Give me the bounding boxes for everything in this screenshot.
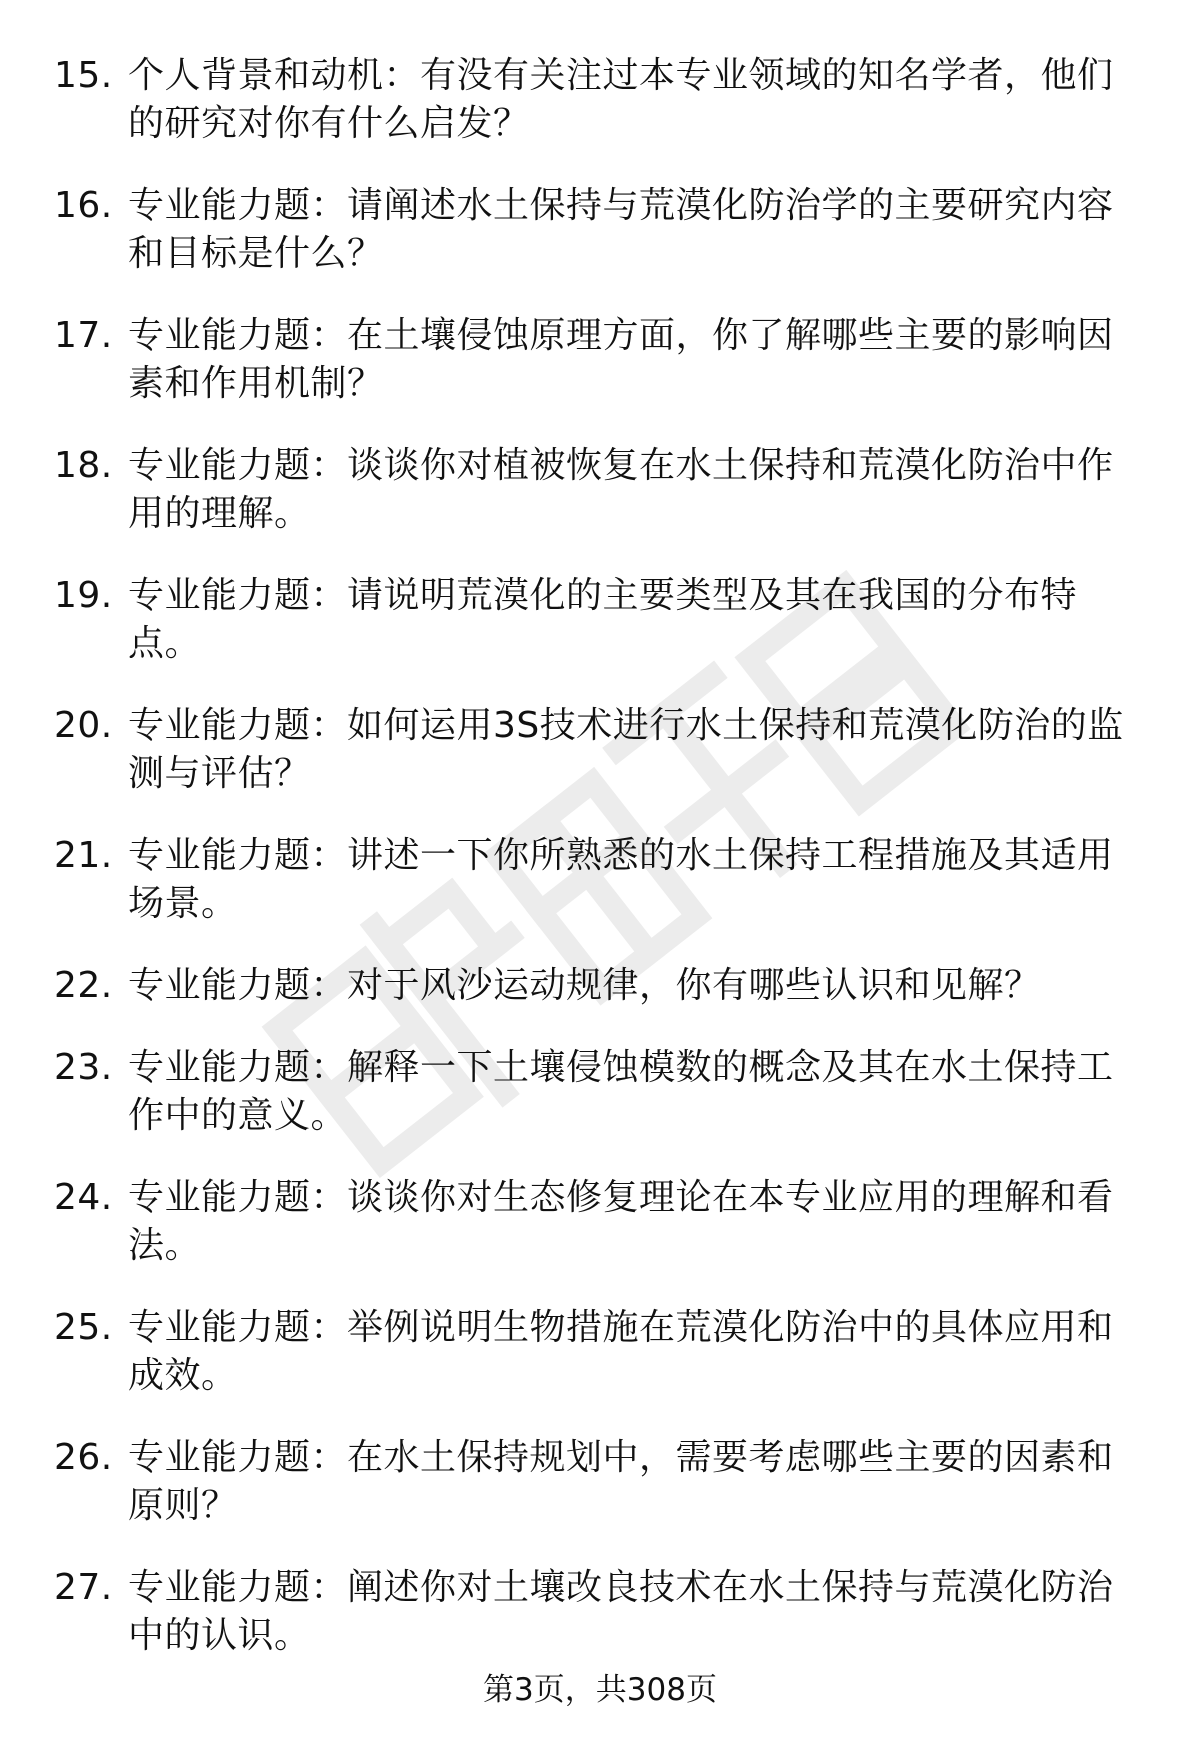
- question-number: 20.: [54, 705, 113, 746]
- question-number: 18.: [54, 445, 113, 486]
- question-text: 专业能力题：请阐述水土保持与荒漠化防治学的主要研究内容和目标是什么？: [128, 185, 1114, 274]
- question-item: [0, 182, 1200, 278]
- question-number: 24.: [54, 1177, 113, 1218]
- question-number: 25.: [54, 1307, 113, 1348]
- question-number: 27.: [54, 1567, 113, 1608]
- question-item: [0, 312, 1200, 408]
- question-text: 专业能力题：谈谈你对植被恢复在水土保持和荒漠化防治中作用的理解。: [128, 445, 1114, 534]
- question-item: [0, 442, 1200, 538]
- question-text: 专业能力题：对于风沙运动规律，你有哪些认识和见解？: [128, 965, 1041, 1006]
- question-number: 22.: [54, 965, 113, 1006]
- page-footer: [0, 1670, 1200, 1710]
- question-item: [0, 962, 1200, 1010]
- question-text: 专业能力题：如何运用3S技术进行水土保持和荒漠化防治的监测与评估？: [128, 705, 1124, 794]
- question-number: 26.: [54, 1437, 113, 1478]
- question-text: 专业能力题：在水土保持规划中，需要考虑哪些主要的因素和原则？: [128, 1437, 1114, 1526]
- question-text: 专业能力题：解释一下土壤侵蚀模数的概念及其在水土保持工作中的意义。: [128, 1047, 1114, 1136]
- question-text: 专业能力题：阐述你对土壤改良技术在水土保持与荒漠化防治中的认识。: [128, 1567, 1114, 1656]
- question-text: 专业能力题：在土壤侵蚀原理方面，你了解哪些主要的影响因素和作用机制？: [128, 315, 1114, 404]
- question-text: 个人背景和动机：有没有关注过本专业领域的知名学者，他们的研究对你有什么启发？: [128, 55, 1114, 144]
- question-item: [0, 1434, 1200, 1530]
- page-number-label: 第3页，共308页: [483, 1672, 717, 1708]
- question-item: [0, 1174, 1200, 1270]
- question-item: [0, 1304, 1200, 1400]
- question-item: [0, 1564, 1200, 1660]
- question-text: 专业能力题：讲述一下你所熟悉的水土保持工程措施及其适用场景。: [128, 835, 1114, 924]
- question-number: 19.: [54, 575, 113, 616]
- question-number: 15.: [54, 55, 113, 96]
- question-number: 23.: [54, 1047, 113, 1088]
- question-text: 专业能力题：举例说明生物措施在荒漠化防治中的具体应用和成效。: [128, 1307, 1114, 1396]
- question-item: [0, 1044, 1200, 1140]
- question-number: 16.: [54, 185, 113, 226]
- question-number: 21.: [54, 835, 113, 876]
- question-item: [0, 52, 1200, 148]
- question-number: 17.: [54, 315, 113, 356]
- question-item: [0, 702, 1200, 798]
- question-text: 专业能力题：谈谈你对生态修复理论在本专业应用的理解和看法。: [128, 1177, 1114, 1266]
- question-list: [0, 52, 1200, 1694]
- question-item: [0, 572, 1200, 668]
- question-item: [0, 832, 1200, 928]
- question-text: 专业能力题：请说明荒漠化的主要类型及其在我国的分布特点。: [128, 575, 1078, 664]
